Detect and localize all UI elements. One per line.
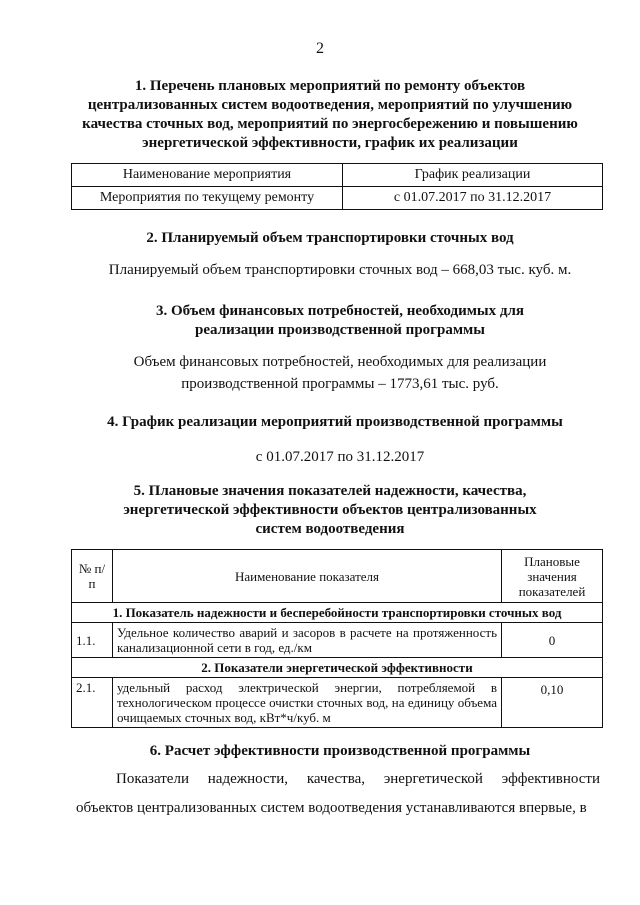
section3-heading-line: реализации производственной программы [195,322,485,338]
cell-value: 0 [502,623,603,658]
header-cell-value: Плановые значения показателей [502,550,603,603]
section3-text [0,351,640,395]
section6-line2: объектов централизованных систем водоотведения устанавливаются впервые, в [76,800,587,816]
cell-schedule: с 01.07.2017 по 31.12.2017 [343,187,603,210]
section3-heading-line: 3. Объем финансовых потребностей, необходимых для [155,303,525,319]
table-row [72,623,603,658]
section6-heading: 6. Расчет эффективности производственной программы [149,743,531,759]
page-number: 2 [316,40,324,57]
section5-heading-line: энергетической эффективности объектов централизованных [123,502,537,518]
activities-table [71,163,603,210]
section1-heading [60,77,600,153]
section3-text-line: производственной программы – 1773,61 тыс. руб. [181,376,499,392]
section4-text: с 01.07.2017 по 31.12.2017 [255,449,425,465]
section5-heading [60,482,600,539]
section6-line1: Показатели надежности, качества, энергетической эффективности [116,771,600,787]
table-header-row [72,550,603,603]
cell-indicator: Удельное количество аварий и засоров в расчете на протяженность канализационной сети в год, ед./км [113,623,502,658]
table-group-row [72,603,603,623]
section1-heading-line: централизованных систем водоотведения, мероприятий по улучшению [87,97,573,113]
header-cell-activity: Наименование мероприятия [72,164,343,187]
header-cell-indicator: Наименование показателя [113,550,502,603]
section4-heading: 4. График реализации мероприятий производственной программы [107,414,563,430]
cell-number: 2.1. [72,678,113,728]
section1-heading-line: энергетической эффективности, график их реализации [142,135,518,151]
header-cell-number: № п/п [72,550,113,603]
section1-heading-line: качества сточных вод, мероприятий по энергосбережению и повышению [82,116,578,132]
cell-activity: Мероприятия по текущему ремонту [72,187,343,210]
section3-heading [60,302,620,340]
table-row [72,187,603,210]
section5-heading-line: систем водоотведения [255,521,405,537]
table-row [72,678,603,728]
cell-value: 0,10 [502,678,603,728]
group-heading-reliability: 1. Показатель надежности и бесперебойности транспортировки сточных вод [72,603,603,623]
table-group-row [72,658,603,678]
section1-heading-line: 1. Перечень плановых мероприятий по ремонту объектов [134,78,526,94]
indicators-table [71,549,603,728]
section5-heading-line: 5. Плановые значения показателей надежности, качества, [133,483,527,499]
section3-text-line: Объем финансовых потребностей, необходимых для реализации [133,354,547,370]
section2-heading: 2. Планируемый объем транспортировки сточных вод [146,230,514,246]
cell-number: 1.1. [72,623,113,658]
header-cell-schedule: График реализации [343,164,603,187]
group-heading-energy: 2. Показатели энергетической эффективности [72,658,603,678]
cell-indicator: удельный расход электрической энергии, потребляемой в технологическом процессе очистки сточных вод, на единицу объема очищаемых сточных вод, кВт*ч/куб. м [113,678,502,728]
section2-text: Планируемый объем транспортировки сточных вод – 668,03 тыс. куб. м. [108,262,572,278]
table-header-row [72,164,603,187]
